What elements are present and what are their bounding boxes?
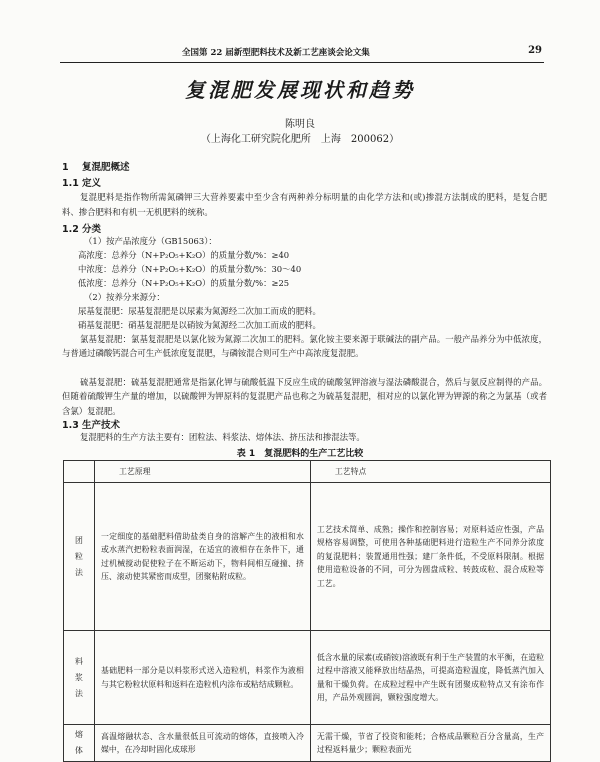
section-heading-1-2 xyxy=(62,221,101,235)
method-cell xyxy=(64,483,95,631)
section-title: 定义 xyxy=(82,178,102,189)
section-number: 1.3 xyxy=(62,420,79,431)
section-number: 1.1 xyxy=(62,178,79,189)
section-title: 生产技术 xyxy=(82,420,121,431)
definition-paragraph: 复混肥料是指作物所需氮磷钾三大营养要素中至少含有两种养分标明量的由化学方法和(或)掺混方法制成的肥料，是复合肥料、掺合肥料和有机一无机肥料的统称。 xyxy=(62,192,547,217)
section-title: 分类 xyxy=(82,224,102,235)
classification-by-concentration: （1）按产品浓度分（GB15063）： xyxy=(84,236,217,246)
table-caption: 表 1 复混肥料的生产工艺比较 xyxy=(236,449,364,459)
header-method xyxy=(64,461,95,483)
running-header xyxy=(62,46,542,62)
mid-concentration: 中浓度：总养分（N+P₂O₅+K₂O）的质量分数/%：30～40 xyxy=(78,264,302,274)
method-name: 料浆法 xyxy=(75,656,83,698)
paper-title: 复混肥发展现状和趋势 xyxy=(185,78,415,102)
section-title: 复混肥概述 xyxy=(82,162,130,173)
journal-title: 全国第 22 届新型肥料技术及新工艺座谈会论文集 xyxy=(182,48,370,58)
principle-cell: 基础肥料一部分是以料浆形式送入造粒机，料浆作为液相与其它粉粒状原料和返料在造粒机内涂布或粘结成颗粒。 xyxy=(95,631,311,725)
chloro-based: 氯基复混肥：氯基复混肥是以氯化铵为氮源二次加工的肥料。氯化铵主要来源于联碱法的副产品。一般产品养分为中低浓度，与普通过磷酸钙混合可生产低浓度复混肥，与磷铵混合则可生产中高浓度复混肥。 xyxy=(62,334,547,359)
header-rule xyxy=(60,62,544,63)
table-row xyxy=(64,483,551,631)
table-header-row xyxy=(64,461,551,483)
section-number: 1.2 xyxy=(62,224,79,235)
section-heading-1-1 xyxy=(62,175,101,189)
high-concentration: 高浓度：总养分（N+P₂O₅+K₂O）的质量分数/%：≥40 xyxy=(78,250,290,260)
features-cell: 工艺技术简单、成熟；操作和控制容易；对原料适应性强，产品规格容易调整，可使用各种基础肥料进行造粒生产不同养分浓度的复混肥料；装置通用性强；建厂条件低，不受原料限制。根据使用造粒设备的不同，可分为圆盘成粒、转鼓成粒、混合成粒等工艺。 xyxy=(310,483,550,631)
author: 陈明良 xyxy=(285,119,315,130)
header-features: 工艺特点 xyxy=(310,461,550,483)
page-number: 29 xyxy=(528,45,542,56)
features-cell: 无需干燥，节省了投资和能耗；合格成品颗粒百分含量高，生产过程返料量少；颗粒表面光 xyxy=(310,725,550,762)
features-cell: 低含水量的尿素(或硝铵)溶液既有利于生产装置的水平衡，在造粒过程中溶液又能释放出结晶热，可提高造粒温度，降低蒸汽加入量和干燥负荷。在成粒过程中产生既有团聚成粒特点又有涂布作用，产品外观圆润，颗粒强度增大。 xyxy=(310,631,550,725)
process-comparison-table xyxy=(63,460,551,762)
low-concentration: 低浓度：总养分（N+P₂O₅+K₂O）的质量分数/%：≥25 xyxy=(78,278,290,288)
affiliation: （上海化工研究院化肥所 上海 200062） xyxy=(200,134,400,145)
section-heading-1 xyxy=(62,159,130,173)
production-methods: 复混肥料的生产方法主要有：团粒法、料浆法、熔体法、挤压法和掺混法等。 xyxy=(80,432,365,442)
method-name: 团粒法 xyxy=(75,535,83,577)
method-name: 熔体 xyxy=(75,730,83,755)
principle-cell: 一定细度的基础肥料借助盐类自身的溶解产生的液相和水或水蒸汽把粉粒表面润湿，在适宜的液相存在条件下，通过机械搅动促使粒子在不断运动下，物料间相互碰撞、挤压、滚动使其紧密而成型，团聚粘附成粒。 xyxy=(95,483,311,631)
principle-cell: 高温熔融状态、含水量很低且可流动的熔体，直接喷入冷媒中，在冷却时固化成球形 xyxy=(95,725,311,762)
urea-based: 尿基复混肥：尿基复混肥是以尿素为氮源经二次加工而成的肥料。 xyxy=(78,306,321,316)
method-cell xyxy=(64,725,95,762)
header-principle: 工艺原理 xyxy=(95,461,311,483)
table-row xyxy=(64,725,551,762)
section-number: 1 xyxy=(62,162,69,173)
classification-by-source: （2）按养分来源分： xyxy=(84,292,165,302)
method-cell xyxy=(64,631,95,725)
table-row xyxy=(64,631,551,725)
nitro-based: 硝基复混肥：硝基复混肥是以硝铵为氮源经二次加工而成的肥料。 xyxy=(78,320,321,330)
section-heading-1-3 xyxy=(62,417,120,431)
sulfo-based: 硫基复混肥：硫基复混肥通常是指氯化钾与硫酸低温下反应生成的硫酸氢钾溶液与湿法磷酸混合，然后与氨反应制得的产品。但随着硫酸钾生产量的增加，以硫酸钾为钾原料的复混肥产品也称之为硫基复混肥，相对应的以氯化钾为钾源的称之为氯基（或者含氯）复混肥。 xyxy=(62,377,547,416)
